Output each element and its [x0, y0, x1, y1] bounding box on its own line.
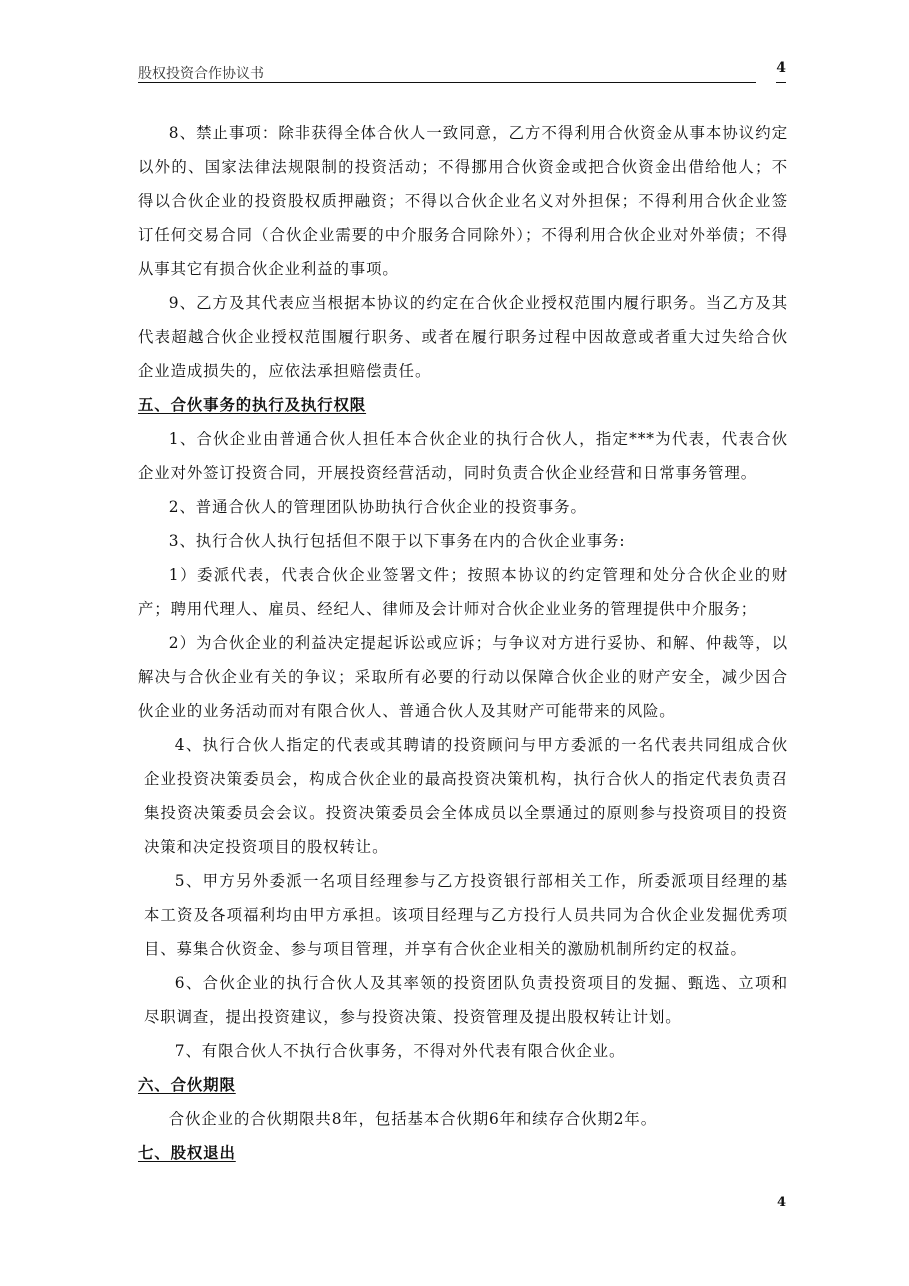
page-header: [138, 60, 786, 84]
body-paragraph: 2）为合伙企业的利益决定提起诉讼或应诉；与争议对方进行妥协、和解、仲裁等，以解决与合伙企业有关的争议；采取所有必要的行动以保障合伙企业的财产安全，减少因合伙企业的业务活动而对有限合伙人、普通合伙人及其财产可能带来的风险。: [138, 634, 788, 720]
header-number-rule: [776, 82, 786, 83]
header-page-number: 4: [776, 60, 786, 76]
body-paragraph: 6、合伙企业的执行合伙人及其率领的投资团队负责投资项目的发掘、甄选、立项和尽职调查，提出投资建议，参与投资决策、投资管理及提出股权转让计划。: [144, 974, 788, 1026]
section-heading: 六、合伙期限: [138, 1076, 236, 1094]
body-paragraph: 2、普通合伙人的管理团队协助执行合伙企业的投资事务。: [168, 498, 587, 516]
body-paragraph: 合伙企业的合伙期限共8年，包括基本合伙期6年和续存合伙期2年。: [168, 1110, 658, 1128]
body-paragraph: 9、乙方及其代表应当根据本协议的约定在合伙企业授权范围内履行职务。当乙方及其代表超越合伙企业授权范围履行职务、或者在履行职务过程中因故意或者重大过失给合伙企业造成损失的，应依法承担赔偿责任。: [138, 294, 788, 380]
footer-page-number: 4: [777, 1195, 787, 1210]
section-heading: 五、合伙事务的执行及执行权限: [138, 396, 367, 414]
body-paragraph: 4、执行合伙人指定的代表或其聘请的投资顾问与甲方委派的一名代表共同组成合伙企业投资决策委员会，构成合伙企业的最高投资决策机构，执行合伙人的指定代表负责召集投资决策委员会会议。投资决策委员会全体成员以全票通过的原则参与投资项目的投资决策和决定投资项目的股权转让。: [144, 736, 788, 856]
body-paragraph: 1）委派代表，代表合伙企业签署文件；按照本协议的约定管理和处分合伙企业的财产；聘用代理人、雇员、经纪人、律师及会计师对合伙企业业务的管理提供中介服务；: [138, 566, 788, 618]
body-paragraph: 1、合伙企业由普通合伙人担任本合伙企业的执行合伙人，指定***为代表，代表合伙企业对外签订投资合同，开展投资经营活动，同时负责合伙企业经营和日常事务管理。: [138, 430, 788, 482]
header-title: 股权投资合作协议书: [138, 66, 264, 82]
document-body: [138, 116, 788, 1170]
body-paragraph: 8、禁止事项：除非获得全体合伙人一致同意，乙方不得利用合伙资金从事本协议约定以外的、国家法律法规限制的投资活动；不得挪用合伙资金或把合伙资金出借给他人；不得以合伙企业的投资股权质押融资；不得以合伙企业名义对外担保；不得利用合伙企业签订任何交易合同（合伙企业需要的中介服务合同除外）；不得利用合伙企业对外举债；不得从事其它有损合伙企业利益的事项。: [138, 124, 788, 278]
body-paragraph: 3、执行合伙人执行包括但不限于以下事务在内的合伙企业事务:: [168, 532, 626, 550]
header-rule: [138, 82, 756, 83]
body-paragraph: 7、有限合伙人不执行合伙事务，不得对外代表有限合伙企业。: [174, 1042, 626, 1060]
section-heading: 七、股权退出: [138, 1144, 236, 1162]
body-paragraph: 5、甲方另外委派一名项目经理参与乙方投资银行部相关工作，所委派项目经理的基本工资及各项福利均由甲方承担。该项目经理与乙方投行人员共同为合伙企业发掘优秀项目、募集合伙资金、参与项目管理，并享有合伙企业相关的激励机制所约定的权益。: [144, 872, 788, 958]
